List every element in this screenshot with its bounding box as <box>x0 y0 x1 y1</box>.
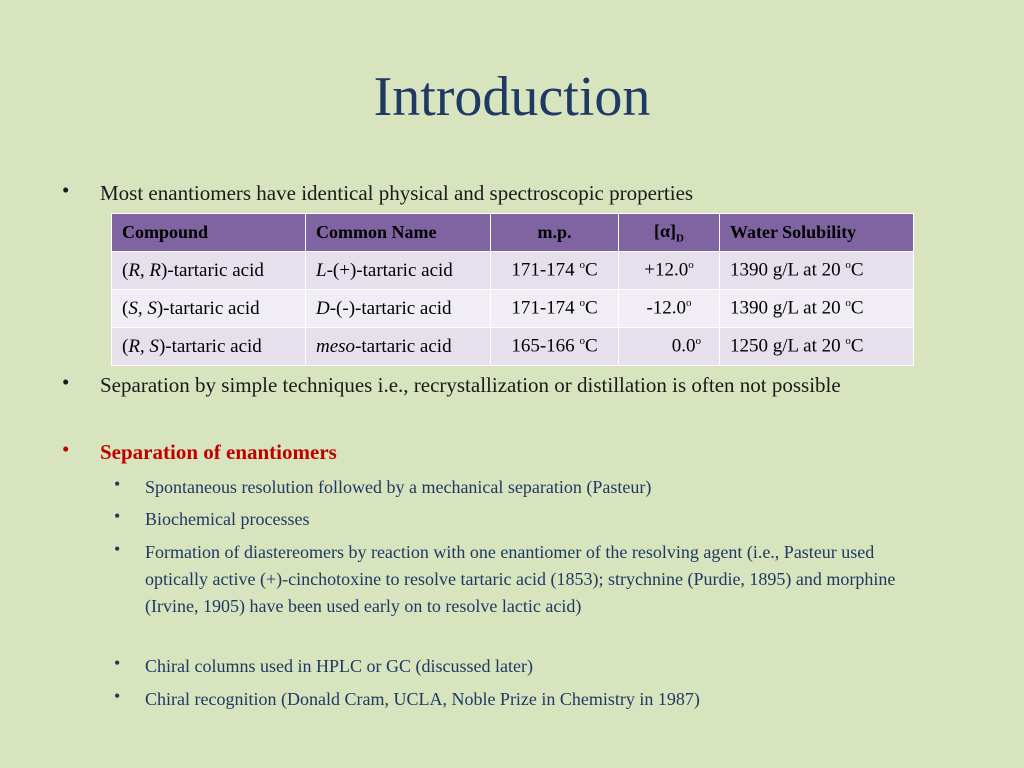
header-rotation-subscript: D <box>676 232 684 245</box>
cell-solubility <box>720 252 914 290</box>
header-rotation-label: [α] <box>654 220 677 241</box>
mp-value: 171-174 <box>511 259 575 281</box>
cell-common-name <box>306 328 491 366</box>
cell-rotation <box>619 290 720 328</box>
slide-title: Introduction <box>373 66 651 128</box>
sub-bullet-item <box>114 686 925 713</box>
cell-compound: (R, S)-tartaric acid <box>112 328 306 366</box>
degree-symbol: o <box>579 335 585 348</box>
sub-bullet-item <box>114 474 925 501</box>
sub-bullet-dot: • <box>114 474 121 494</box>
name-prefix: D <box>316 297 330 319</box>
solubility-value: 1390 g/L at 20 <box>730 259 841 281</box>
header-mp: m.p. <box>491 214 619 252</box>
stereo-descriptor: S, S <box>128 297 157 319</box>
solubility-unit: C <box>850 259 864 281</box>
cell-solubility <box>720 290 914 328</box>
table-row <box>112 252 914 290</box>
cell-mp <box>491 290 619 328</box>
sub-bullet-text: Biochemical processes <box>145 509 310 529</box>
bullet-text: Separation by simple techniques i.e., recrystallization or distillation is often not possible <box>100 373 841 397</box>
solubility-unit: C <box>850 297 864 319</box>
table-row <box>112 328 914 366</box>
degree-symbol: o <box>845 297 851 310</box>
mp-value: 171-174 <box>511 297 575 319</box>
cell-rotation <box>619 328 720 366</box>
stereo-descriptor: R, R <box>128 259 162 281</box>
sub-bullet-dot: • <box>114 686 121 706</box>
bullet-heading: Separation of enantiomers <box>100 440 337 464</box>
name-suffix: -(-)-tartaric acid <box>329 297 452 319</box>
stereo-descriptor: R, S <box>128 335 159 357</box>
solubility-value: 1250 g/L at 20 <box>730 335 841 357</box>
bullet-item-highlight <box>62 437 930 467</box>
sub-bullet-item <box>114 506 925 533</box>
bullet-text: Most enantiomers have identical physical and spectroscopic properties <box>100 181 694 205</box>
sub-bullet-dot: • <box>114 506 121 526</box>
cell-common-name <box>306 252 491 290</box>
header-compound: Compound <box>112 214 306 252</box>
table-header-row <box>112 214 914 252</box>
sub-bullet-dot: • <box>114 653 121 673</box>
compound-suffix: )-tartaric acid <box>156 297 260 319</box>
compound-suffix: )-tartaric acid <box>161 259 264 281</box>
cell-solubility <box>720 328 914 366</box>
mp-unit: C <box>584 297 598 319</box>
sub-bullet-text: Formation of diastereomers by reaction with one enantiomer of the resolving agent (i.e., Pasteur used optically active (+)-cinchotoxine to resolve tartaric acid (1853); strychnine (Purdie, 1895) and morphine (Irvine, 1905) have been used early on to resolve lactic acid) <box>145 542 896 616</box>
bullet-dot: • <box>62 370 70 394</box>
degree-symbol: o <box>686 297 692 310</box>
header-common-name: Common Name <box>306 214 491 252</box>
sub-bullet-item <box>114 653 925 680</box>
degree-symbol: o <box>579 297 585 310</box>
sub-bullet-text: Chiral recognition (Donald Cram, UCLA, Noble Prize in Chemistry in 1987) <box>145 689 700 709</box>
cell-mp <box>491 252 619 290</box>
sub-bullet-text: Spontaneous resolution followed by a mechanical separation (Pasteur) <box>145 477 652 497</box>
mp-unit: C <box>584 335 598 357</box>
rotation-value: -12.0 <box>646 297 687 319</box>
cell-compound: (R, R)-tartaric acid <box>112 252 306 290</box>
bullet-item <box>62 370 930 400</box>
table-row <box>112 290 914 328</box>
cell-common-name <box>306 290 491 328</box>
cell-compound: (S, S)-tartaric acid <box>112 290 306 328</box>
name-prefix: L <box>316 259 327 281</box>
bullet-dot: • <box>62 437 70 461</box>
solubility-unit: C <box>850 335 864 357</box>
degree-symbol: o <box>695 335 701 348</box>
cell-rotation <box>619 252 720 290</box>
header-water-solubility: Water Solubility <box>720 214 914 252</box>
cell-mp <box>491 328 619 366</box>
bullet-item <box>62 178 930 208</box>
degree-symbol: o <box>579 259 585 272</box>
header-rotation <box>619 214 720 252</box>
rotation-value: 0.0 <box>671 335 696 357</box>
sub-bullet-item <box>114 539 925 620</box>
rotation-value: +12.0 <box>644 259 689 281</box>
sub-bullet-text: Chiral columns used in HPLC or GC (discussed later) <box>145 656 533 676</box>
degree-symbol: o <box>688 259 694 272</box>
mp-unit: C <box>584 259 598 281</box>
compound-suffix: )-tartaric acid <box>158 335 262 357</box>
sub-bullet-dot: • <box>114 539 121 559</box>
bullet-dot: • <box>62 178 70 202</box>
mp-value: 165-166 <box>511 335 575 357</box>
properties-table <box>111 213 914 366</box>
solubility-value: 1390 g/L at 20 <box>730 297 841 319</box>
degree-symbol: o <box>845 259 851 272</box>
name-suffix: -(+)-tartaric acid <box>326 259 453 281</box>
name-suffix: -tartaric acid <box>355 335 452 357</box>
name-prefix: meso <box>316 335 356 357</box>
degree-symbol: o <box>845 335 851 348</box>
